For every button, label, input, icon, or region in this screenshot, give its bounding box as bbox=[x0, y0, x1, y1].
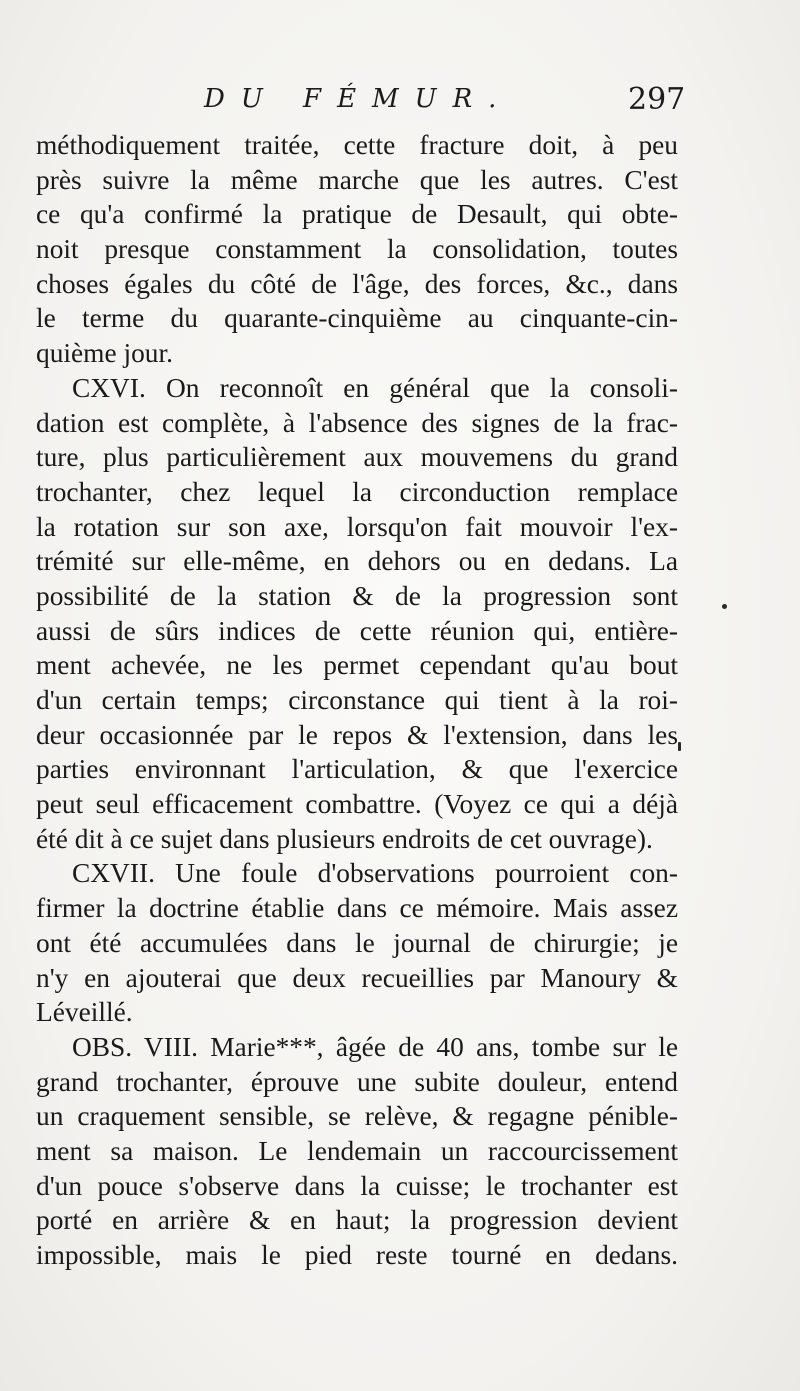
text-line: la rotation sur son axe, lorsqu'on fait mouvoir l'ex- bbox=[36, 511, 678, 542]
text-line: n'y en ajouterai que deux recueillies par Manoury & bbox=[36, 962, 678, 993]
text-line: Léveillé. bbox=[36, 997, 133, 1028]
text-line: un craquement sensible, se relève, & regagne pénible- bbox=[36, 1101, 678, 1132]
text-line: peut seul efficacement combattre. (Voyez ce qui a déjà bbox=[36, 789, 678, 820]
text-line: d'un certain temps; circonstance qui tient à la roi- bbox=[36, 685, 678, 715]
running-title: DU FÉMUR. bbox=[204, 84, 513, 114]
page-header bbox=[0, 80, 800, 124]
text-line: ture, plus particulièrement aux mouvemens du grand bbox=[36, 442, 678, 473]
text-line: méthodiquement traitée, cette fracture doit, à peu bbox=[36, 130, 678, 160]
text-line: d'un pouce s'observe dans la cuisse; le trochanter est bbox=[36, 1170, 678, 1201]
page-number: 297 bbox=[628, 82, 686, 117]
text-line: choses égales du côté de l'âge, des forces, &c., dans bbox=[36, 268, 678, 299]
text-line: porté en arrière & en haut; la progression devient bbox=[36, 1205, 678, 1236]
text-line: aussi de sûrs indices de cette réunion qui, entière- bbox=[36, 615, 678, 646]
text-line: quième jour. bbox=[36, 338, 173, 369]
body-text bbox=[36, 128, 678, 1273]
text-line: ment achevée, ne les permet cependant qu'au bout bbox=[36, 650, 678, 681]
text-line: noit presque constamment la consolidation, toutes bbox=[36, 234, 678, 265]
text-line: grand trochanter, éprouve une subite douleur, entend bbox=[36, 1066, 678, 1097]
text-line: dation est complète, à l'absence des signes de la frac- bbox=[36, 407, 678, 438]
text-line: ont été accumulées dans le journal de chirurgie; je bbox=[36, 927, 678, 958]
text-line: possibilité de la station & de la progression sont bbox=[36, 580, 678, 611]
text-line: été dit à ce sujet dans plusieurs endroits de cet ouvrage). bbox=[36, 823, 653, 854]
text-line: trémité sur elle-même, en dehors ou en dedans. La bbox=[36, 546, 678, 577]
text-line: CXVII. Une foule d'observations pourroient con- bbox=[72, 858, 678, 889]
text-line: ce qu'a confirmé la pratique de Desault, qui obte- bbox=[36, 199, 678, 230]
text-line: ment sa maison. Le lendemain un raccourcissement bbox=[36, 1135, 678, 1166]
text-line: le terme du quarante-cinquième au cinquante-cin- bbox=[36, 303, 678, 334]
text-line: CXVI. On reconnoît en général que la consoli- bbox=[72, 372, 678, 403]
ink-speck bbox=[722, 604, 727, 609]
text-line: deur occasionnée par le repos & l'extension, dans les bbox=[36, 719, 678, 750]
text-line: OBS. VIII. Marie***, âgée de 40 ans, tombe sur le bbox=[72, 1031, 678, 1062]
ink-speck bbox=[678, 742, 681, 751]
text-line: près suivre la même marche que les autres. C'est bbox=[36, 164, 678, 195]
text-line: firmer la doctrine établie dans ce mémoire. Mais assez bbox=[36, 893, 678, 924]
text-line: impossible, mais le pied reste tourné en dedans. bbox=[36, 1240, 678, 1270]
text-line: parties environnant l'articulation, & que l'exercice bbox=[36, 754, 678, 785]
text-line: trochanter, chez lequel la circonduction remplace bbox=[36, 476, 678, 507]
